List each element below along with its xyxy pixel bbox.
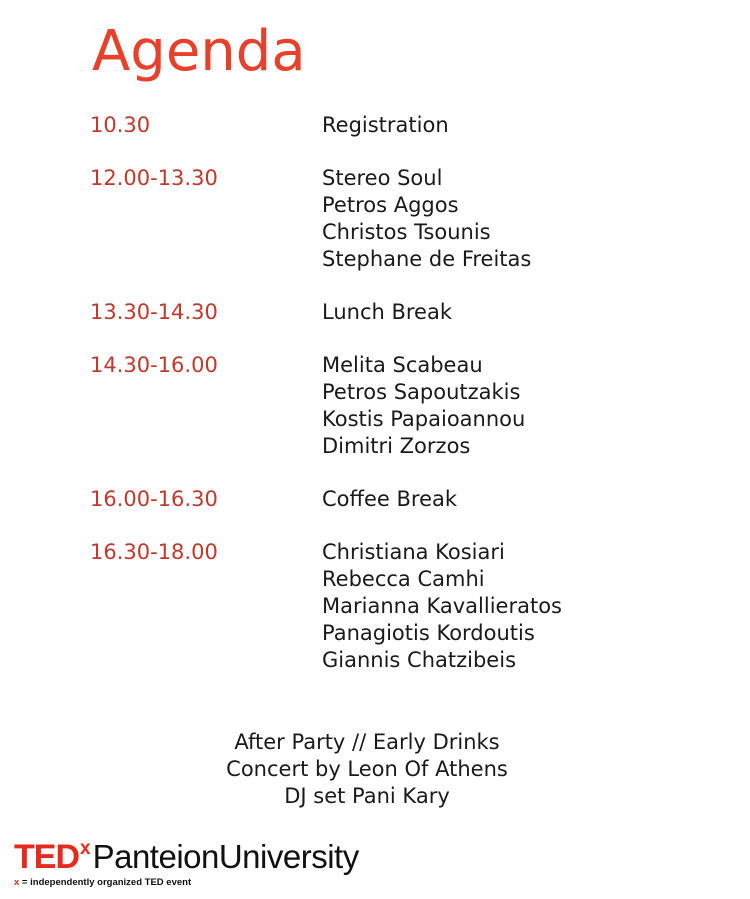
agenda-item: Marianna Kavallieratos <box>322 594 563 618</box>
agenda-item: Stereo Soul <box>322 166 443 190</box>
agenda-items <box>322 165 710 273</box>
agenda-item: Coffee Break <box>322 487 458 511</box>
agenda-item: Stephane de Freitas <box>322 247 532 271</box>
tedx-wordmark <box>14 840 359 874</box>
agenda-time: 16.30-18.00 <box>90 540 218 564</box>
tedx-logo <box>14 840 359 888</box>
tedx-x-mark: x <box>80 838 91 859</box>
agenda-row <box>90 165 710 273</box>
agenda-row <box>90 112 710 139</box>
agenda-time: 14.30-16.00 <box>90 353 218 377</box>
closing-line: After Party // Early Drinks <box>234 730 500 754</box>
agenda-item: Rebecca Camhi <box>322 567 485 591</box>
agenda-items <box>322 486 710 513</box>
closing-notes <box>0 729 734 810</box>
agenda-item: Dimitri Zorzos <box>322 434 471 458</box>
closing-line: Concert by Leon Of Athens <box>226 757 508 781</box>
closing-line: DJ set Pani Kary <box>284 784 450 808</box>
agenda-items <box>322 539 710 674</box>
agenda-list <box>90 112 710 674</box>
tagline-x: x <box>14 877 20 888</box>
agenda-row <box>90 539 710 674</box>
agenda-time: 12.00-13.30 <box>90 166 218 190</box>
agenda-item: Giannis Chatzibeis <box>322 648 517 672</box>
agenda-item: Panagiotis Kordoutis <box>322 621 535 645</box>
agenda-item: Petros Sapoutzakis <box>322 380 521 404</box>
agenda-item: Petros Aggos <box>322 193 459 217</box>
agenda-row <box>90 299 710 326</box>
agenda-item: Registration <box>322 113 449 137</box>
agenda-item: Lunch Break <box>322 300 453 324</box>
agenda-item: Christiana Kosiari <box>322 540 505 564</box>
agenda-item: Christos Tsounis <box>322 220 491 244</box>
agenda-items <box>322 112 710 139</box>
tedx-tagline <box>14 877 359 888</box>
tagline-text: = independently organized TED event <box>19 877 192 888</box>
agenda-time: 13.30-14.30 <box>90 300 218 324</box>
venue-name: PanteionUniversity <box>92 838 359 875</box>
agenda-row <box>90 352 710 460</box>
page-title: Agenda <box>92 19 306 84</box>
ted-wordmark: TED <box>14 838 79 876</box>
agenda-item: Kostis Papaioannou <box>322 407 526 431</box>
agenda-row <box>90 486 710 513</box>
agenda-item: Melita Scabeau <box>322 353 483 377</box>
agenda-time: 10.30 <box>90 113 151 137</box>
agenda-time: 16.00-16.30 <box>90 487 218 511</box>
agenda-items <box>322 352 710 460</box>
agenda-items <box>322 299 710 326</box>
